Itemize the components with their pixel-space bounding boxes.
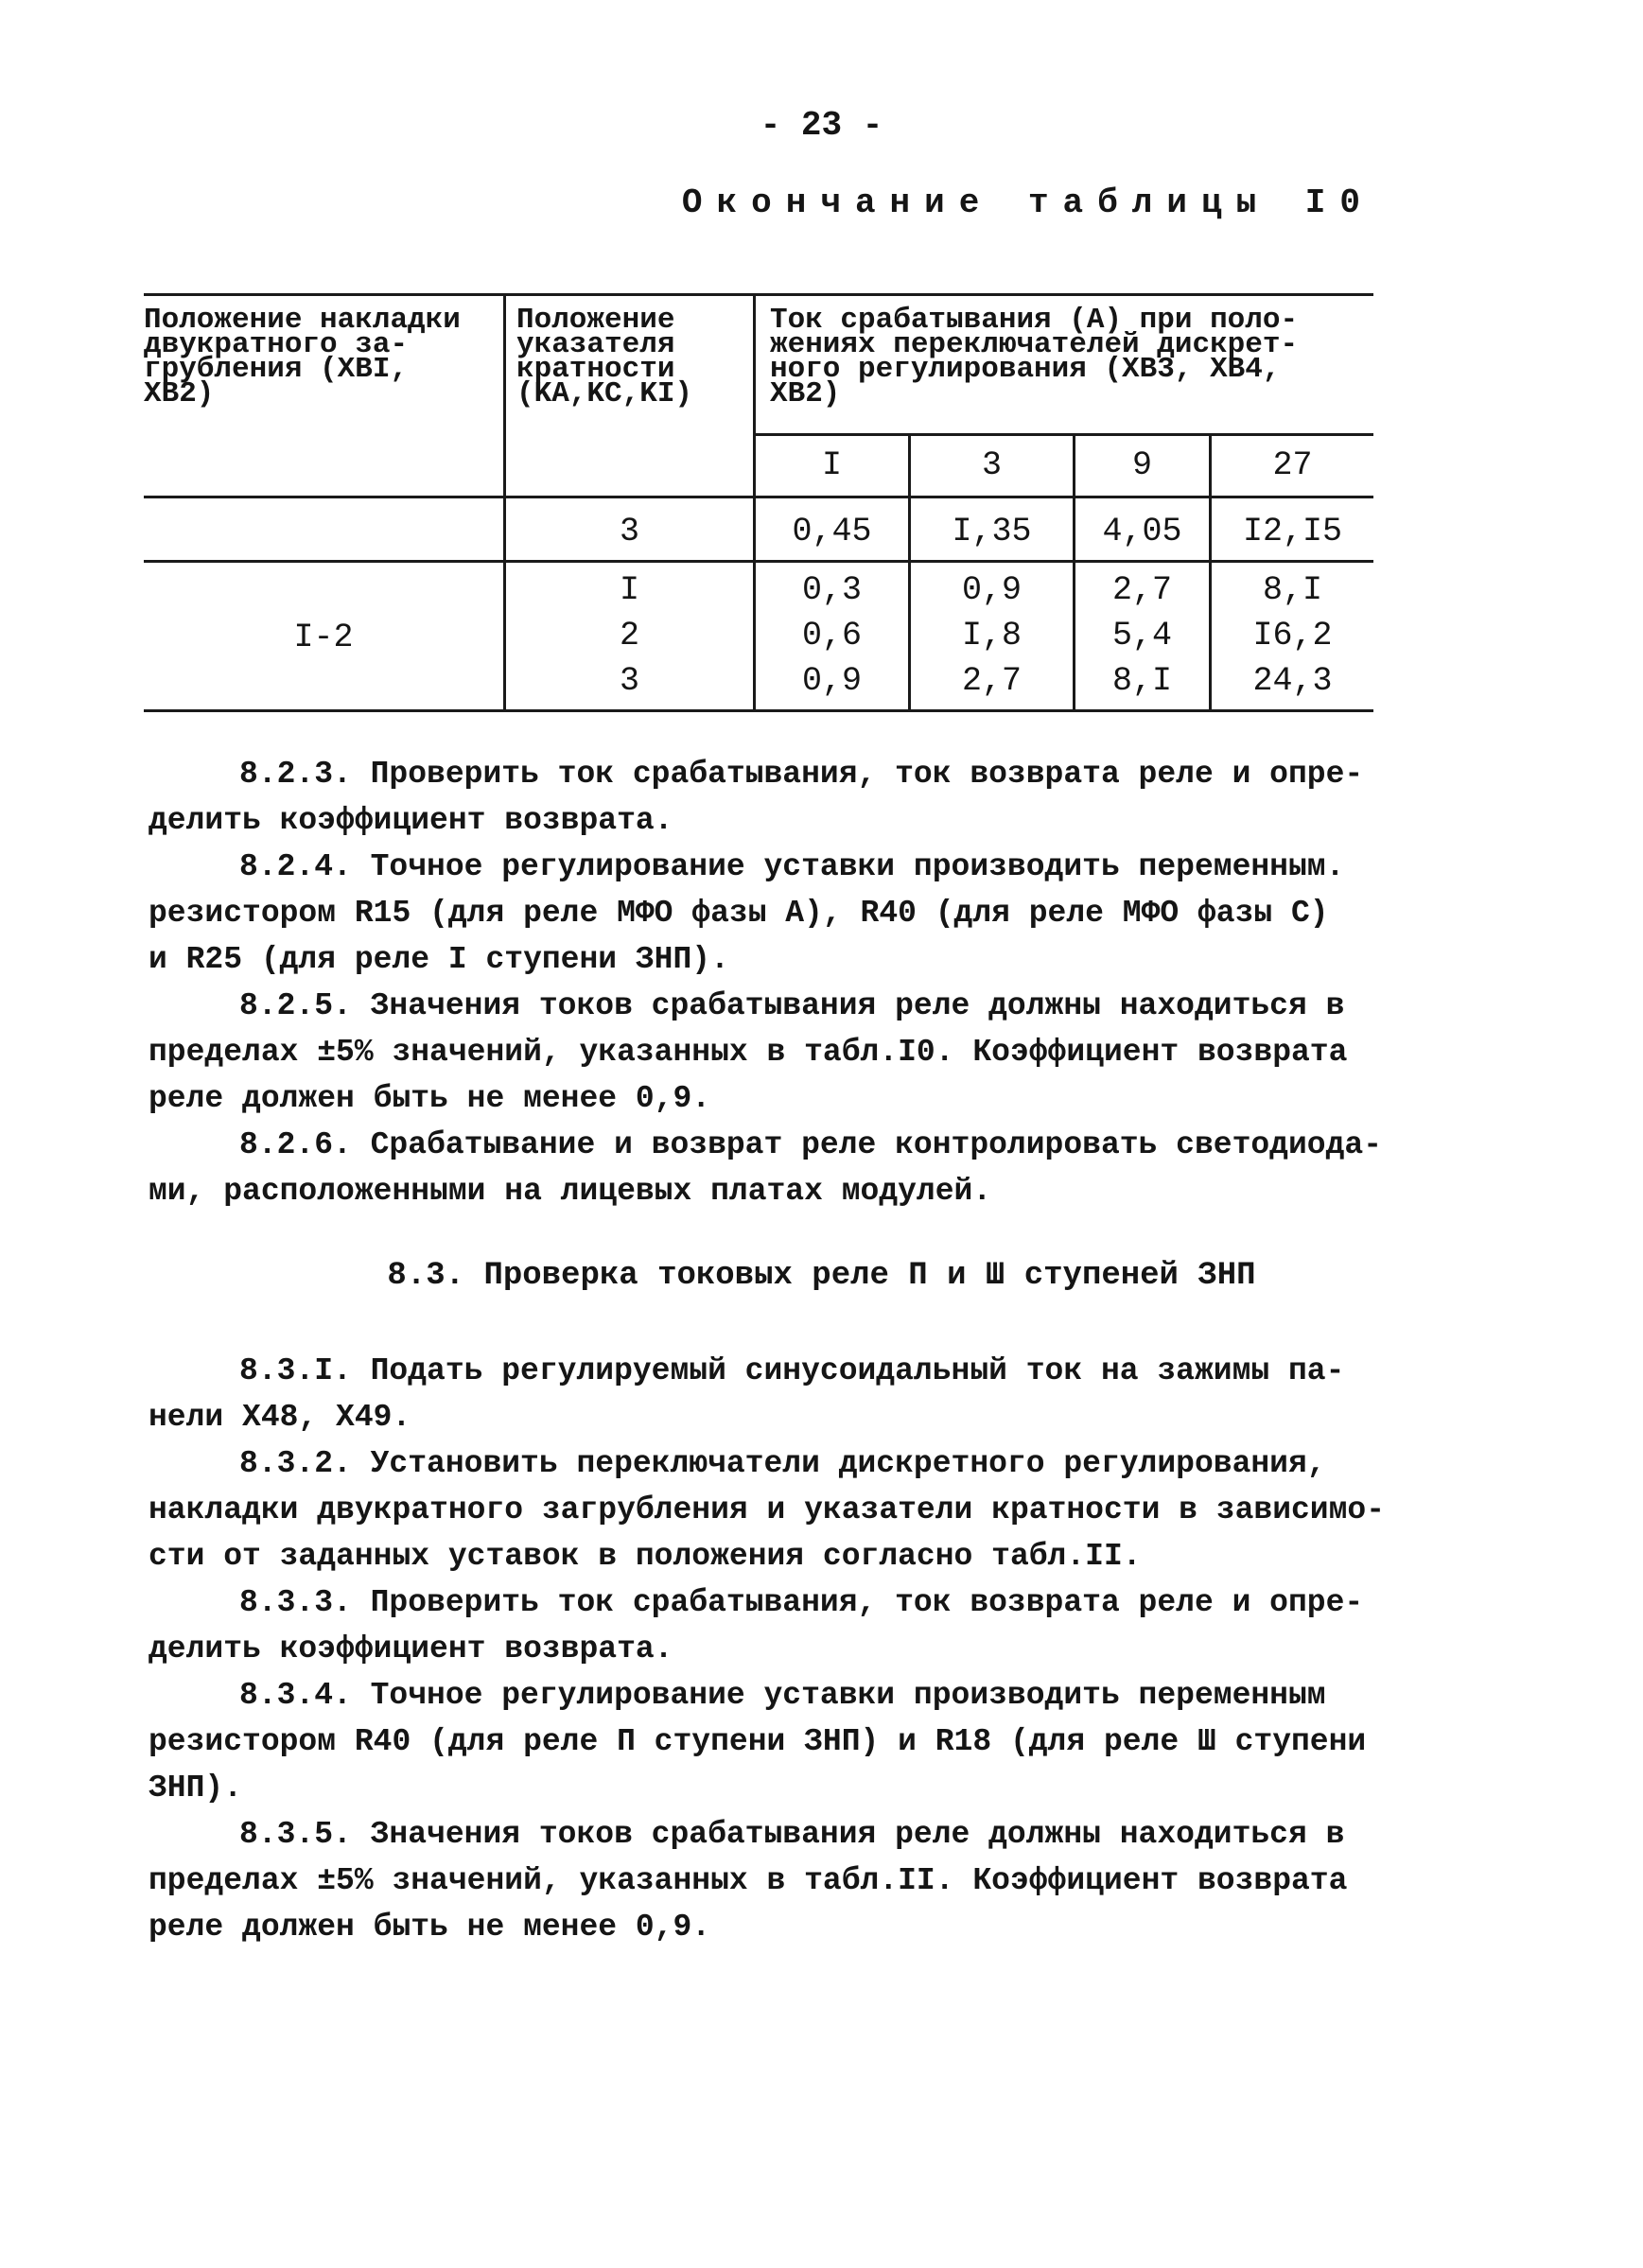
text-line: 8.3.2. Установить переключатели дискретного регулирования, xyxy=(239,1446,1326,1481)
header-multiplicity-indicator: Положение указателя кратности (KA,KC,KI) xyxy=(516,304,693,410)
data-table xyxy=(144,293,1373,711)
cell-value: 8,I xyxy=(1111,662,1172,700)
paragraph-8-2-5 xyxy=(149,983,1388,1122)
subheader-cell: I xyxy=(821,446,842,484)
cell-value: I6,2 xyxy=(1252,617,1333,654)
paragraph-8-2-4 xyxy=(149,844,1388,983)
text-line: реле должен быть не менее 0,9. xyxy=(149,1081,711,1116)
text-line: накладки двукратного загрубления и указатели кратности в зависимо- xyxy=(149,1492,1386,1527)
cell-value: 0,45 xyxy=(792,513,872,550)
paragraph-8-3-1 xyxy=(149,1348,1388,1440)
text-line: 8.2.4. Точное регулирование уставки производить переменным. xyxy=(239,849,1345,884)
cell-value: 24,3 xyxy=(1252,662,1333,700)
header-bottom-rule xyxy=(144,496,1373,498)
paragraph-8-3-5 xyxy=(149,1811,1388,1950)
cell-value: 0,9 xyxy=(801,662,862,700)
cell-value: 2,7 xyxy=(961,662,1022,700)
cell-group: I-2 xyxy=(293,619,354,656)
section-heading-8-3: 8.3. Проверка токовых реле П и Ш ступеней ЗНП xyxy=(387,1258,1256,1294)
cell-value: 0,9 xyxy=(961,571,1022,609)
text-line: нели X48, X49. xyxy=(149,1400,411,1435)
text-line: пределах ±5% значений, указанных в табл.II. Коэффициент возврата xyxy=(149,1863,1348,1898)
subheader-cell: 27 xyxy=(1272,446,1313,484)
cell-value: I2,I5 xyxy=(1242,513,1343,550)
cell-value: 5,4 xyxy=(1111,617,1172,654)
text-line: 8.3.3. Проверить ток срабатывания, ток возврата реле и опре- xyxy=(239,1585,1364,1620)
text-line: ЗНП). xyxy=(149,1771,243,1806)
paragraph-8-2-6 xyxy=(149,1122,1388,1214)
cell-value: 4,05 xyxy=(1102,513,1182,550)
text-line: реле должен быть не менее 0,9. xyxy=(149,1910,711,1945)
paragraph-8-3-4 xyxy=(149,1672,1388,1811)
page-number: - 23 - xyxy=(760,106,883,145)
cell-value: I,8 xyxy=(961,617,1022,654)
text-line: ми, расположенными на лицевых платах модулей. xyxy=(149,1174,992,1209)
text-line: 8.3.4. Точное регулирование уставки производить переменным xyxy=(239,1678,1326,1713)
header-overlay-position: Положение накладки двукратного за- грубления (XBI, XB2) xyxy=(144,304,461,410)
cell-position: 3 xyxy=(619,662,639,700)
cell-value: 0,6 xyxy=(801,617,862,654)
table-top-rule xyxy=(144,293,1373,296)
subheader-cell: 3 xyxy=(981,446,1002,484)
text-line: резистором R40 (для реле П ступени ЗНП) и R18 (для реле Ш ступени xyxy=(149,1724,1367,1759)
cell-value: 2,7 xyxy=(1111,571,1172,609)
text-line: сти от заданных уставок в положения согласно табл.II. xyxy=(149,1539,1142,1574)
text-line: и R25 (для реле I ступени ЗНП). xyxy=(149,942,729,977)
cell-value: I,35 xyxy=(952,513,1032,550)
text-line: 8.2.6. Срабатывание и возврат реле контролировать светодиода- xyxy=(239,1127,1382,1162)
paragraph-8-2-3 xyxy=(149,751,1388,844)
cell-value: 0,3 xyxy=(801,571,862,609)
text-line: пределах ±5% значений, указанных в табл.I0. Коэффициент возврата xyxy=(149,1035,1348,1070)
text-line: 8.2.5. Значения токов срабатывания реле должны находиться в xyxy=(239,988,1345,1023)
text-line: делить коэффициент возврата. xyxy=(149,803,673,838)
paragraph-8-3-3 xyxy=(149,1579,1388,1672)
header-pickup-current: Ток срабатывания (А) при поло- жениях переключателей дискрет- ного регулирования (XB3, XB4, XB2) xyxy=(770,304,1299,410)
paragraph-8-3-2 xyxy=(149,1440,1388,1579)
subheader-cell: 9 xyxy=(1131,446,1152,484)
subheader-rule xyxy=(753,433,1373,436)
table-title: Окончание таблицы I0 xyxy=(681,183,1374,222)
cell-position: 3 xyxy=(619,513,639,550)
row-divider xyxy=(144,560,1373,563)
text-line: 8.3.5. Значения токов срабатывания реле должны находиться в xyxy=(239,1817,1345,1852)
text-line: резистором R15 (для реле МФО фазы А), R40 (для реле МФО фазы С) xyxy=(149,896,1329,931)
cell-position: 2 xyxy=(619,617,639,654)
cell-value: 8,I xyxy=(1262,571,1322,609)
text-line: 8.2.3. Проверить ток срабатывания, ток возврата реле и опре- xyxy=(239,757,1364,792)
table-bottom-rule xyxy=(144,709,1373,712)
text-line: делить коэффициент возврата. xyxy=(149,1631,673,1666)
text-line: 8.3.I. Подать регулируемый синусоидальный ток на зажимы па- xyxy=(239,1353,1345,1388)
cell-position: I xyxy=(619,571,639,609)
